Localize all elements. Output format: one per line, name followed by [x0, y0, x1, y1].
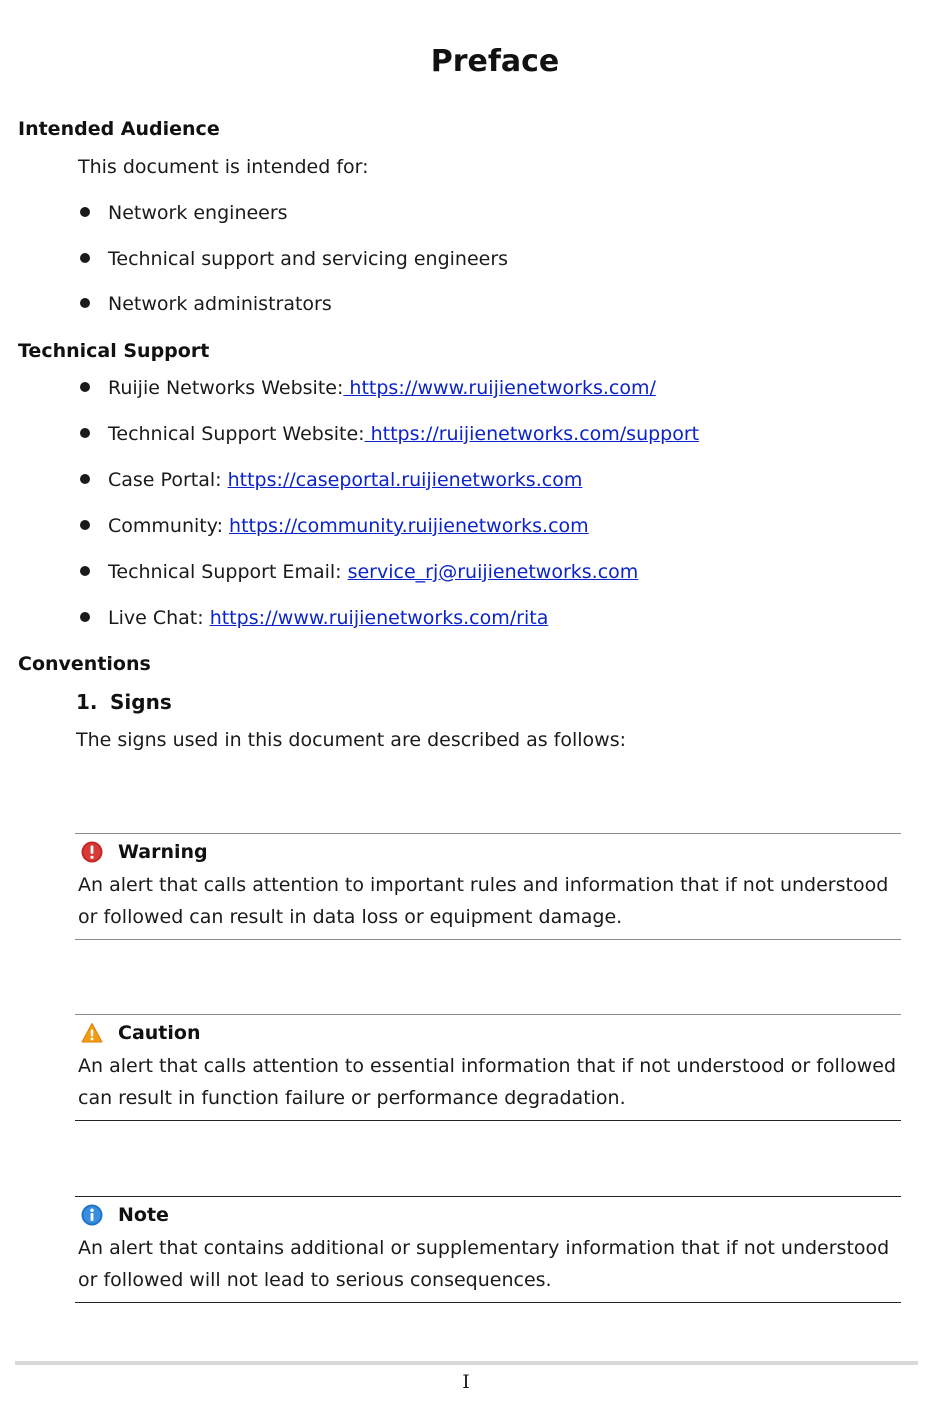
ruijie-website-link[interactable]: https://www.ruijienetworks.com/ — [343, 377, 656, 399]
bullet-icon — [80, 382, 90, 392]
bullet-icon — [80, 253, 90, 263]
info-icon — [81, 1204, 103, 1226]
support-website-link[interactable]: https://ruijienetworks.com/support — [364, 423, 700, 445]
warning-notice — [75, 833, 901, 940]
notice-text: An alert that calls attention to essential information that if not understood or followed can result in function failure or performance degradation. — [78, 1055, 897, 1109]
section-heading-intended-audience: Intended Audience — [18, 118, 220, 140]
support-item-support-website — [80, 423, 699, 445]
support-item-case-portal — [80, 469, 582, 491]
footer-divider — [15, 1361, 918, 1365]
support-email-link[interactable]: service_rj@ruijienetworks.com — [347, 561, 639, 583]
notice-title: Warning — [118, 841, 208, 863]
warning-icon — [81, 841, 103, 863]
notice-header — [81, 841, 901, 863]
section-heading-conventions: Conventions — [18, 653, 151, 675]
support-item-community — [80, 515, 589, 537]
bullet-icon — [80, 207, 90, 217]
list-item — [80, 202, 288, 224]
support-item-label: Live Chat: — [108, 607, 210, 629]
list-item-label: Technical support and servicing engineers — [108, 248, 509, 270]
bullet-icon — [80, 566, 90, 576]
list-item-label: Network administrators — [108, 293, 332, 315]
notice-text: An alert that calls attention to important rules and information that if not understood or followed can result in data loss or equipment damage. — [78, 874, 889, 928]
page-number: I — [462, 1371, 470, 1393]
support-item-email — [80, 561, 638, 583]
page-title: Preface — [430, 44, 560, 79]
signs-number: 1. — [76, 690, 98, 714]
bullet-icon — [80, 612, 90, 622]
support-item-label: Community: — [108, 515, 230, 537]
audience-intro: This document is intended for: — [78, 156, 369, 178]
list-item — [80, 248, 508, 270]
note-notice — [75, 1196, 901, 1303]
notice-title: Note — [118, 1204, 169, 1226]
support-item-label: Technical Support Website: — [108, 423, 365, 445]
signs-title: Signs — [110, 690, 172, 714]
support-item-label: Case Portal: — [108, 469, 228, 491]
support-item-website — [80, 377, 656, 399]
notice-header — [81, 1022, 901, 1044]
list-item-label: Network engineers — [108, 202, 288, 224]
section-heading-technical-support: Technical Support — [18, 340, 210, 362]
bullet-icon — [80, 474, 90, 484]
signs-heading — [76, 690, 172, 714]
notice-text: An alert that contains additional or supplementary information that if not understood or followed will not lead to serious consequences. — [78, 1237, 890, 1291]
support-item-label: Ruijie Networks Website: — [108, 377, 344, 399]
list-item — [80, 293, 332, 315]
notice-title: Caution — [118, 1022, 201, 1044]
community-link[interactable]: https://community.ruijienetworks.com — [229, 515, 589, 537]
bullet-icon — [80, 428, 90, 438]
support-item-label: Technical Support Email: — [108, 561, 348, 583]
bullet-icon — [80, 298, 90, 308]
live-chat-link[interactable]: https://www.ruijienetworks.com/rita — [209, 607, 549, 629]
signs-description: The signs used in this document are described as follows: — [76, 729, 627, 751]
case-portal-link[interactable]: https://caseportal.ruijienetworks.com — [227, 469, 583, 491]
support-item-live-chat — [80, 607, 548, 629]
caution-icon — [81, 1022, 103, 1044]
caution-notice — [75, 1014, 901, 1121]
notice-header — [81, 1204, 901, 1226]
bullet-icon — [80, 520, 90, 530]
